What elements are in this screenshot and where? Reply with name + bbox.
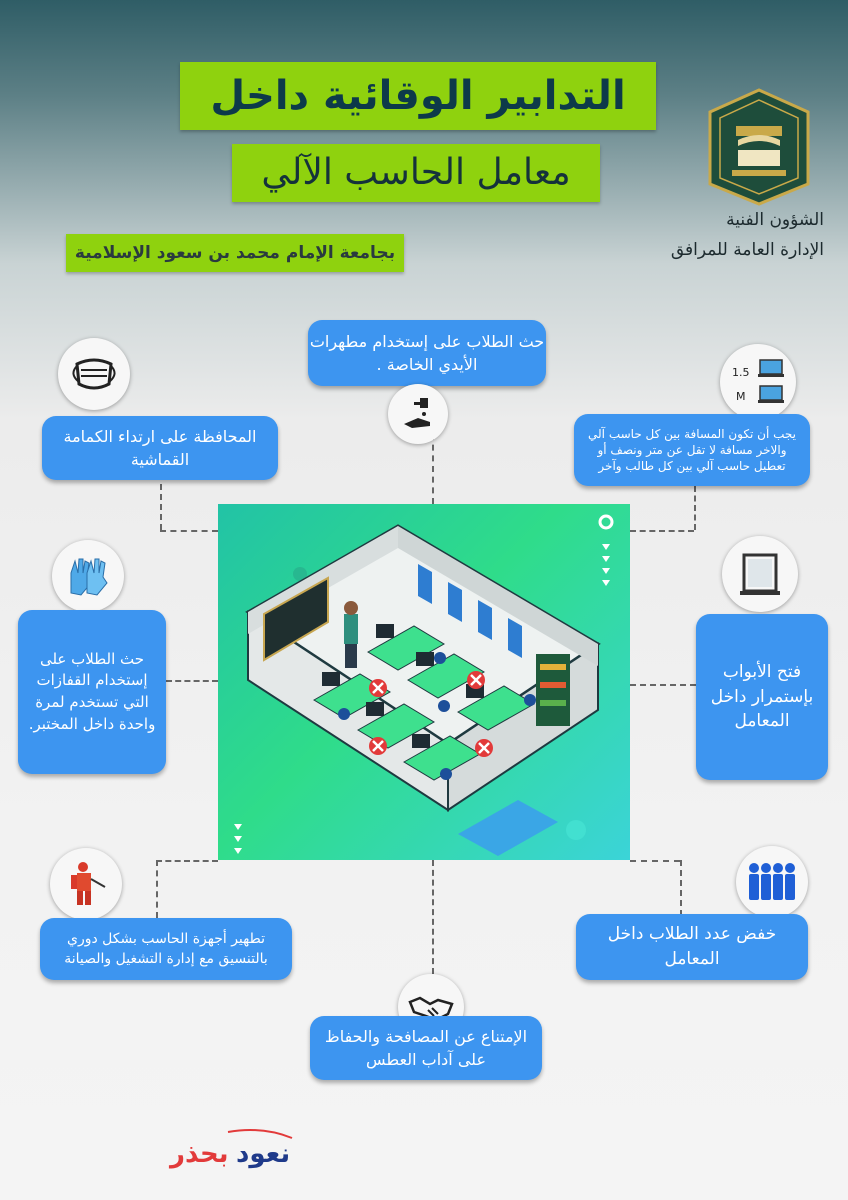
sanitize-devices-card <box>40 918 292 980</box>
no-handshake-card <box>310 1016 542 1080</box>
connector-line <box>630 860 680 862</box>
distance-unit: M <box>736 390 746 403</box>
face-mask-icon <box>58 338 130 410</box>
doors-text: فتح الأبواب بإستمرار داخل المعامل <box>710 662 814 732</box>
connector-line <box>166 680 218 682</box>
connector-line <box>630 684 696 686</box>
open-door-icon <box>722 536 798 612</box>
hand-sanitizer-icon <box>388 384 448 444</box>
doors-card <box>696 614 828 780</box>
classroom-illustration <box>218 504 630 860</box>
connector-line <box>432 434 434 504</box>
campaign-word-1: نعود <box>236 1139 291 1169</box>
distance-text: يجب أن تكون المسافة بين كل حاسب آلي والاخر مسافة لا تقل عن متر ونصف أو تعطيل حاسب آلي بين كل طالب وآخر <box>588 426 796 474</box>
campaign-logo <box>166 1128 302 1172</box>
connector-line <box>156 860 158 918</box>
sanitizer-text: حث الطلاب على إستخدام مطهرات الأيدي الخاصة . <box>309 331 545 374</box>
disinfection-worker-icon <box>50 848 122 920</box>
distance-card <box>574 414 810 486</box>
gloves-card <box>18 610 166 774</box>
main-subtitle: معامل الحاسب الآلي <box>232 144 600 202</box>
connector-line <box>680 860 682 916</box>
university-name: بجامعة الإمام محمد بن سعود الإسلامية <box>66 234 404 272</box>
campaign-word-2: بحذر <box>170 1139 229 1169</box>
sanitize-devices-text: تطهير أجهزة الحاسب بشكل دوري بالتنسيق مع إدارة التشغيل والصيانة <box>64 930 268 967</box>
computer-distance-icon <box>720 344 796 420</box>
department-name: الشؤون الفنية <box>726 210 824 230</box>
sanitizer-card <box>308 320 546 386</box>
reduce-students-text: خفض عدد الطلاب داخل المعامل <box>607 924 777 969</box>
connector-line <box>160 484 162 530</box>
distance-number: 1.5 <box>732 366 750 379</box>
main-title: التدابير الوقائية داخل <box>180 62 656 130</box>
mask-text: المحافظة على ارتداء الكمامة القماشية <box>63 426 257 469</box>
mask-card <box>42 416 278 480</box>
people-group-icon <box>736 846 808 918</box>
no-handshake-text: الإمتناع عن المصافحة والحفاظ على آداب العطس <box>324 1026 528 1069</box>
university-logo <box>708 88 810 206</box>
connector-line <box>694 486 696 530</box>
connector-line <box>432 860 434 974</box>
facilities-admin-name: الإدارة العامة للمرافق <box>670 240 824 260</box>
connector-line <box>630 530 694 532</box>
connector-line <box>160 530 218 532</box>
gloves-text: حث الطلاب على إستخدام القفازات التي تستخدم لمرة واحدة داخل المختبر. <box>28 649 156 733</box>
reduce-students-card <box>576 914 808 980</box>
gloves-icon <box>52 540 124 612</box>
connector-line <box>156 860 218 862</box>
